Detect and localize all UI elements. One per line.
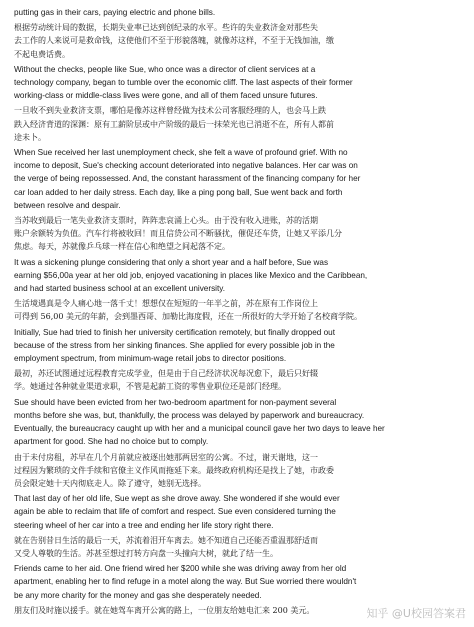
text-line: 员会限定她十天内彻底走人。除了遵守，她别无选择。 <box>14 478 206 488</box>
text-line: 就在告别昔日生活的最后一天，苏流着泪开车离去。她不知道自己还能否重温那舒适而 <box>14 535 318 545</box>
text-line: 账户余额转为负值。汽车行将被收回！而且信贷公司不断骚扰，催促还车贷，让她又平添几分 <box>14 229 342 239</box>
text-line: apartment, enabling her to find refuge in a motel along the way. But Sue worried there wouldn't <box>14 577 357 587</box>
text-line: 途未卜。 <box>14 132 46 142</box>
text-line: Sue should have been evicted from her two-bedroom apartment for non-payment several <box>14 397 337 407</box>
text-line: be any more charity for the money and gas she desperately needed. <box>14 590 262 600</box>
text-line: 根据劳动统计局的数据，长期失业率已达到创纪录的水平。些许的失业救济金对那些失 <box>14 23 318 33</box>
text-line: apartment for good. She had no choice but to comply. <box>14 437 209 447</box>
text-line: It was a sickening plunge considering that only a short year and a half before, Sue was <box>14 257 329 267</box>
english-paragraph <box>14 256 460 296</box>
text-line: 当苏收到最后一笔失业救济支票时，阵阵悲哀涌上心头。由于没有收入进账，苏的活期 <box>14 216 318 226</box>
text-line: steering wheel of her car into a tree and ending her life story right there. <box>14 520 274 530</box>
chinese-paragraph <box>14 297 460 323</box>
chinese-paragraph <box>14 534 460 560</box>
text-line: 去工作的人来说可是救命钱，这使他们不至于形貌落魄，就像苏这样，不至于无钱加油，缴 <box>14 36 334 46</box>
english-paragraph <box>14 326 460 366</box>
text-line: Initially, Sue had tried to finish her university certification remotely, but finally dropped out <box>14 327 335 337</box>
english-paragraph <box>14 146 460 212</box>
chinese-paragraph <box>14 21 460 61</box>
english-paragraph <box>14 396 460 449</box>
text-line: 焦虑。每天，苏就像乒乓球一样在信心和绝望之间起落不定。 <box>14 242 230 252</box>
text-line: working-class or middle-class lives were gone, and all of them faced unsure futures. <box>14 91 318 101</box>
text-line: putting gas in their cars, paying electric and phone bills. <box>14 8 216 17</box>
text-line: and had started business school at an excellent university. <box>14 284 226 294</box>
text-line: because of the stress from her sinking finances. She applied for every possible job in the <box>14 340 335 350</box>
chinese-paragraph <box>14 214 460 254</box>
text-line: 一旦收不到失业救济支票，哪怕是像苏这样曾经做为技术公司客服经理的人，也会马上跌 <box>14 106 326 116</box>
text-line: 最初，苏还试图通过远程教育完成学业，但是由于自己经济状况每况愈下，最后只好辍 <box>14 369 318 379</box>
text-line: employment spectrum, from minimum-wage retail jobs to director positions. <box>14 354 287 364</box>
chinese-paragraph <box>14 451 460 491</box>
english-paragraph <box>14 6 460 19</box>
text-line: again be able to reclaim that life of comfort and respect. Sue even considered turning the <box>14 507 336 517</box>
text-line: That last day of her old life, Sue wept as she drove away. She wondered if she would ever <box>14 494 340 504</box>
watermark: 知乎 @U校园答案君 <box>366 607 466 620</box>
text-line: Friends came to her aid. One friend wired her $200 while she was driving away from her old <box>14 564 347 574</box>
text-line: income to deposit, Sue's checking account deteriorated into negative balances. Her car was on <box>14 161 358 171</box>
text-line: 跌入经济背道的深渊：原有工薪阶层或中产阶级的最后一抹荣光也已消逝不在，所有人都前 <box>14 119 334 129</box>
english-paragraph <box>14 562 460 602</box>
text-line: 不起电费话费。 <box>14 49 70 59</box>
text-line: between resolve and despair. <box>14 200 121 210</box>
text-line: Eventually, the bureaucracy caught up with her and a municipal council gave her two days to leave her <box>14 424 385 434</box>
text-line: Without the checks, people like Sue, who once was a director of client services at a <box>14 64 316 74</box>
text-line: car loan added to her daily stress. Each day, like a ping pong ball, Sue went back and forth <box>14 187 343 197</box>
text-line: When Sue received her last unemployment check, she felt a wave of profound grief. With no <box>14 148 348 158</box>
chinese-paragraph <box>14 104 460 144</box>
text-line: 过程因为繁琐的文件手续和官僚主义作风而拖延下来。最终政府机构还是找上了她，市政委 <box>14 465 334 475</box>
text-line: months before she was, but, thankfully, the process was delayed by paperwork and bureaucracy. <box>14 410 365 420</box>
text-line: 由于未付房租，苏早在几个月前就应被逐出她那两居室的公寓。不过，谢天谢地，这一 <box>14 452 318 462</box>
text-line: 生活境遇真是令人痛心地一落千丈！想想仅在短短的一年半之前，苏在原有工作岗位上 <box>14 299 318 309</box>
english-paragraph <box>14 63 460 103</box>
chinese-paragraph <box>14 367 460 393</box>
text-line: technology company, began to tumble over the economic cliff. The last aspects of their former <box>14 78 353 88</box>
text-line: 可得到 56,00 美元的年薪，会到墨西哥、加勒比海度假，还在一所很好的大学开始了名校商学院。 <box>14 312 362 322</box>
text-line: 朋友们及时施以援手。就在她驾车离开公寓的路上，一位朋友给她电汇来 200 美元。 <box>14 605 315 615</box>
text-line: the verge of being repossessed. And, the constant harassment of the financing company for her <box>14 174 361 184</box>
text-line: 又受人尊敬的生活。苏甚至想过打转方向盘一头撞向大树，就此了结一生。 <box>14 548 278 558</box>
text-line: 学。她通过各种就业渠道求职，不管是起薪工资的零售业职位还是部门经理。 <box>14 382 286 392</box>
text-line: earning $56,00a year at her old job, enjoyed vacationing in places like Mexico and the Caribbean, <box>14 270 368 280</box>
english-paragraph <box>14 492 460 532</box>
